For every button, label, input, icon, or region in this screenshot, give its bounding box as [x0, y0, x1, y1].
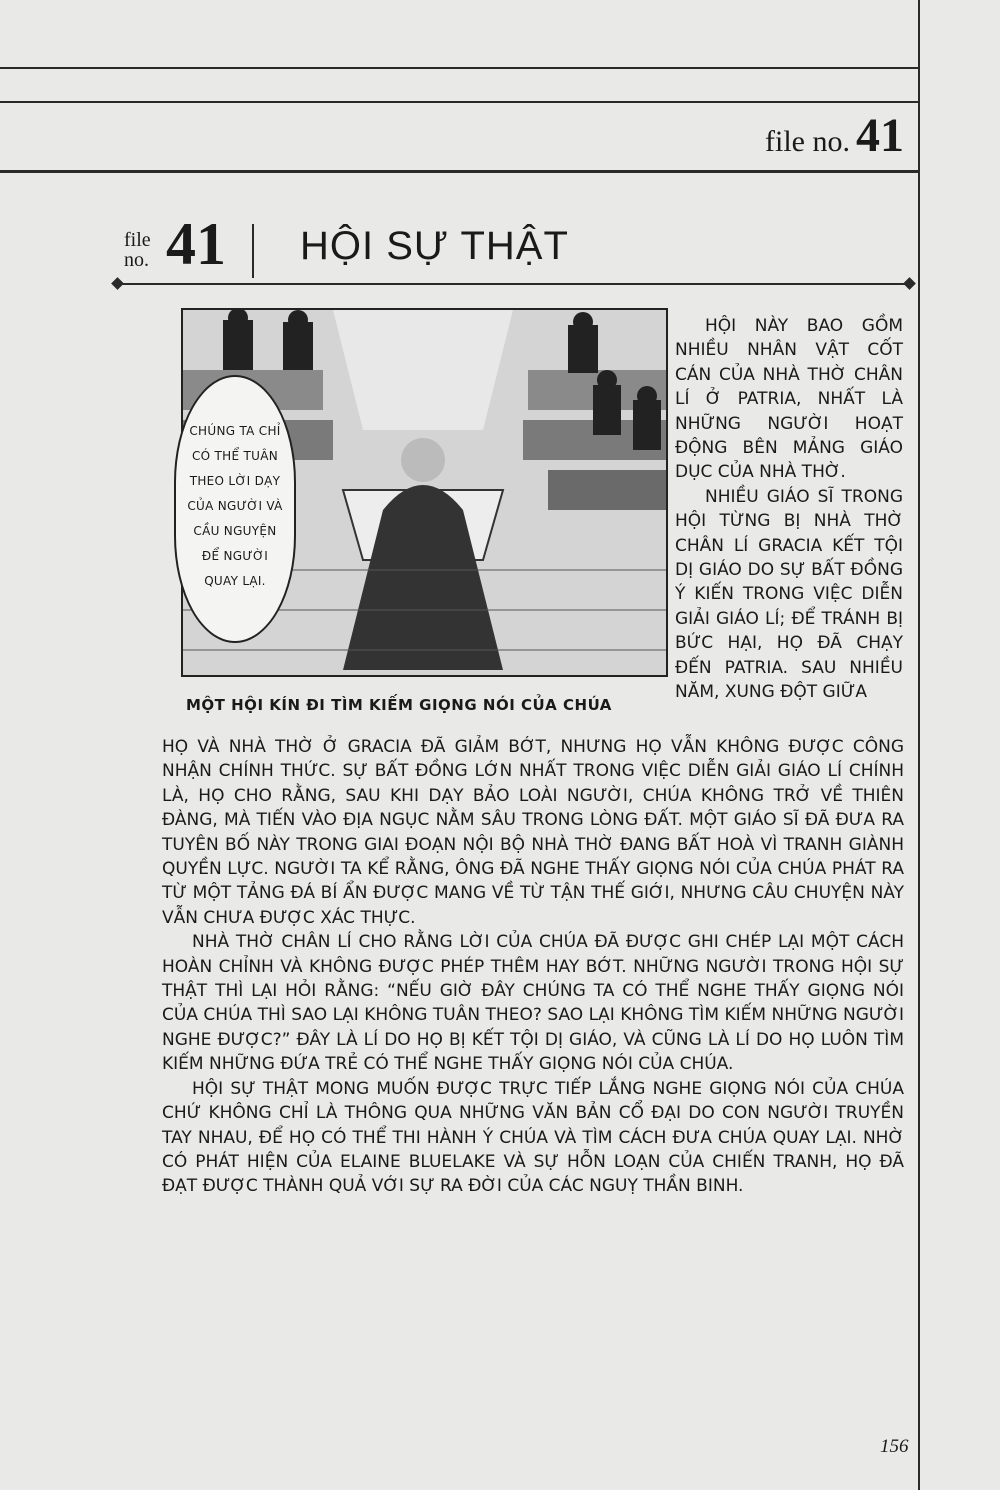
paragraph: HỘI NÀY BAO GỒM NHIỀU NHÂN VẬT CỐT CÁN CỦA NHÀ THỜ CHÂN LÍ Ở PATRIA, NHẤT LÀ NHỮNG NGƯỜI HOẠT ĐỘNG BÊN MẢNG GIÁO DỤC CỦA NHÀ THỜ. [675, 316, 903, 483]
speech-line: THEO LỜI DẠY [189, 474, 281, 488]
chapter-file-label-bottom: no. [124, 249, 149, 271]
running-header [765, 108, 904, 163]
chapter-rule [118, 283, 910, 285]
speech-line: CẦU NGUYỆN [193, 524, 277, 538]
chapter-file-label [124, 230, 151, 270]
header-rule [0, 67, 918, 69]
speech-line: CHÚNG TA CHỈ [189, 424, 281, 438]
running-header-number: 41 [856, 109, 904, 162]
speech-line: QUAY LẠI. [204, 574, 266, 588]
body-text [162, 735, 904, 1199]
running-header-label: file no. [765, 125, 850, 158]
page-number: 156 [880, 1436, 909, 1457]
rule-ornament-icon [903, 277, 916, 290]
chapter-number: 41 [166, 211, 226, 277]
chapter-separator [252, 224, 254, 278]
header-rule [0, 170, 918, 173]
chapter-file-label-top: file [124, 229, 151, 251]
side-column-text [675, 314, 903, 705]
rule-ornament-icon [111, 277, 124, 290]
header-rule [0, 101, 918, 103]
margin-rule [918, 0, 920, 1490]
speech-line: ĐỂ NGƯỜI [201, 549, 269, 563]
illustration-caption: MỘT HỘI KÍN ĐI TÌM KIẾM GIỌNG NÓI CỦA CHÚA [186, 696, 612, 714]
chapter-title: HỘI SỰ THẬT [300, 224, 569, 268]
paragraph: HỌ VÀ NHÀ THỜ Ở GRACIA ĐÃ GIẢM BỚT, NHƯNG HỌ VẪN KHÔNG ĐƯỢC CÔNG NHẬN CHÍNH THỨC. SỰ BẤT ĐỒNG LỚN NHẤT TRONG VIỆC DIỄN GIẢI GIÁO LÍ CHÍNH LÀ, HỌ CHO RẰNG, SAU KHI DẠY BẢO LOÀI NGƯỜI, CHÚA KHÔNG TRỞ VỀ THIÊN ĐÀNG, MÀ TIẾN VÀO ĐỊA NGỤC NẰM SÂU TRONG LÒNG ĐẤT. MỘT GIÁO SĨ ĐÃ ĐƯA RA TUYÊN BỐ NÀY TRONG GIAI ĐOẠN NỘI BỘ NHÀ THỜ ĐANG BẤT HOÀ VÌ TRANH GIÀNH QUYỀN LỰC. NGƯỜI TA KỂ RẰNG, ÔNG ĐÃ NGHE THẤY GIỌNG NÓI CỦA CHÚA PHÁT RA TỪ MỘT TẢNG ĐÁ BÍ ẨN ĐƯỢC MANG VỀ TỪ TẬN THẾ GIỚI, NHƯNG CÂU CHUYỆN NÀY VẪN CHƯA ĐƯỢC XÁC THỰC. [162, 737, 904, 928]
speech-line: CÓ THỂ TUÂN [192, 449, 278, 463]
speech-line: CỦA NGƯỜI VÀ [187, 499, 283, 513]
paragraph: NHIỀU GIÁO SĨ TRONG HỘI TỪNG BỊ NHÀ THỜ CHÂN LÍ GRACIA KẾT TỘI DỊ GIÁO DO SỰ BẤT ĐỒNG Ý KIẾN TRONG VIỆC DIỄN GIẢI GIÁO LÍ; ĐỂ TRÁNH BỊ BỨC HẠI, HỌ ĐÃ CHẠY ĐẾN PATRIA. SAU NHIỀU NĂM, XUNG ĐỘT GIỮA [675, 486, 903, 703]
paragraph: NHÀ THỜ CHÂN LÍ CHO RẰNG LỜI CỦA CHÚA ĐÃ ĐƯỢC GHI CHÉP LẠI MỘT CÁCH HOÀN CHỈNH VÀ KHÔNG ĐƯỢC PHÉP THÊM HAY BỚT. NHỮNG NGƯỜI TRONG HỘI SỰ THẬT THÌ LẠI HỎI RẰNG: “NẾU GIỜ ĐÂY CHÚNG TA CÓ THỂ NGHE THẤY GIỌNG NÓI CỦA CHÚA THÌ SAO LẠI KHÔNG TUÂN THEO? SAO LẠI KHÔNG TÌM KIẾM NHỮNG NGƯỜI NGHE ĐƯỢC?” ĐÂY LÀ LÍ DO HỌ BỊ KẾT TỘI DỊ GIÁO, VÀ CŨNG LÀ LÍ DO HỌ LUÔN TÌM KIẾM NHỮNG ĐỨA TRẺ CÓ THỂ NGHE THẤY GIỌNG NÓI CỦA CHÚA. [162, 932, 904, 1075]
paragraph: HỘI SỰ THẬT MONG MUỐN ĐƯỢC TRỰC TIẾP LẮNG NGHE GIỌNG NÓI CỦA CHÚA CHỨ KHÔNG CHỈ LÀ THÔNG QUA NHỮNG VĂN BẢN CỔ ĐẠI DO CON NGƯỜI TRUYỀN TAY NHAU, ĐỂ HỌ CÓ THỂ THI HÀNH Ý CHÚA VÀ TÌM CÁCH ĐƯA CHÚA QUAY LẠI. NHỜ CÓ PHÁT HIỆN CỦA ELAINE BLUELAKE VÀ SỰ HỖN LOẠN CỦA CHIẾN TRANH, HỌ ĐÃ ĐẠT ĐƯỢC THÀNH QUẢ VỚI SỰ RA ĐỜI CỦA CÁC NGUỴ THẦN BINH. [162, 1078, 904, 1197]
speech-bubble [174, 375, 296, 643]
